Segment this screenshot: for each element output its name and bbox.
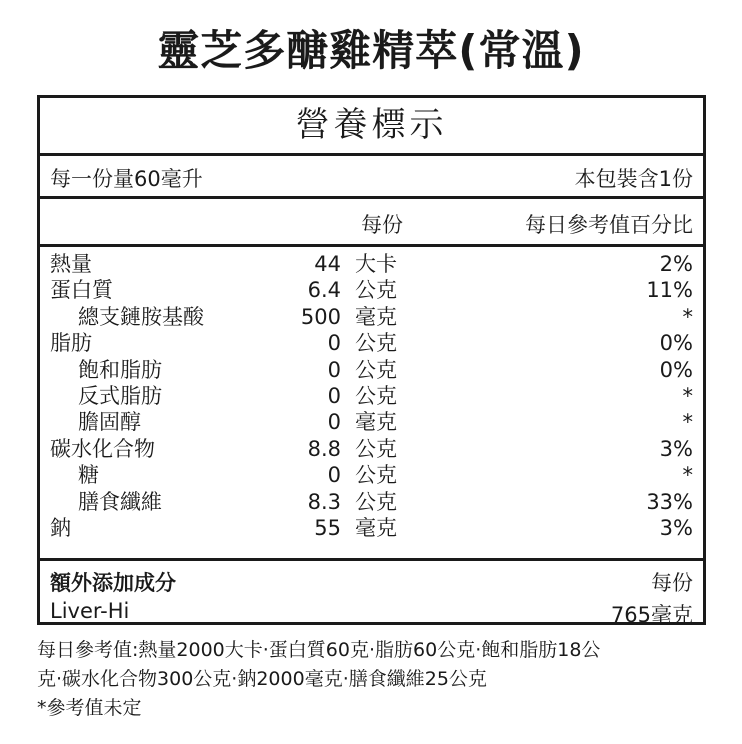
nutrient-row: [40, 409, 703, 435]
extra-name: Liver-Hi: [50, 599, 130, 623]
footnote-line: 克‧碳水化合物300公克‧鈉2000毫克‧膳食纖維25公克: [37, 668, 487, 690]
nutrient-rows: [40, 247, 703, 561]
extra-col: 每份: [651, 571, 693, 595]
nutrient-name: 總支鏈胺基酸: [78, 304, 204, 329]
extra-value: 765毫克: [610, 603, 693, 627]
nutrient-row: [40, 357, 703, 383]
nutrient-row: [40, 330, 703, 356]
nutrient-pct: 3%: [659, 515, 693, 540]
nutrient-unit: 公克: [355, 383, 397, 408]
footnote: [37, 636, 717, 723]
nutrient-pct: *: [682, 463, 693, 488]
nutrient-amount: 0: [327, 383, 341, 408]
nutrient-row: [40, 489, 703, 515]
nutrient-unit: 公克: [355, 331, 397, 356]
nutrient-pct: 2%: [659, 252, 693, 276]
nutrient-pct: *: [682, 304, 693, 329]
nutrient-row: [40, 304, 703, 330]
nutrient-row: [40, 436, 703, 462]
nutrient-amount: 6.4: [307, 278, 341, 303]
col-daily-value: 每日參考值百分比: [525, 213, 693, 237]
nutrient-unit: 毫克: [355, 515, 397, 540]
product-title: 靈芝多醣雞精萃(常溫): [157, 26, 585, 75]
nutrient-name: 脂肪: [50, 331, 92, 356]
nutrient-amount: 0: [327, 331, 341, 356]
nutrient-row: [40, 277, 703, 303]
extra-ingredients: [40, 561, 703, 631]
nutrient-amount: 500: [300, 304, 341, 329]
nutrient-pct: 33%: [646, 489, 693, 514]
nutrient-name: 鈉: [50, 515, 71, 540]
nutrient-pct: 0%: [659, 331, 693, 356]
nutrient-pct: *: [682, 410, 693, 435]
nutrient-amount: 8.3: [307, 489, 341, 514]
nutrient-unit: 公克: [355, 489, 397, 514]
nutrient-amount: 55: [314, 515, 341, 540]
nutrient-pct: *: [682, 383, 693, 408]
nutrient-unit: 公克: [355, 463, 397, 488]
nutrient-unit: 公克: [355, 357, 397, 382]
serving-row: [40, 156, 703, 199]
nutrient-row: [40, 383, 703, 409]
nutrient-unit: 公克: [355, 278, 397, 303]
nutrient-row: [40, 515, 703, 541]
nutrient-amount: 44: [314, 252, 341, 276]
serving-size: 每一份量60毫升: [50, 167, 203, 191]
nutrient-name: 膽固醇: [78, 410, 141, 435]
column-header: [40, 199, 703, 247]
footnote-line: *參考值未定: [37, 697, 142, 719]
nutrient-unit: 大卡: [355, 252, 397, 276]
panel-heading: 營養標示: [40, 98, 703, 156]
nutrient-unit: 公克: [355, 436, 397, 461]
col-per-serving: 每份: [361, 213, 403, 237]
nutrient-amount: 0: [327, 357, 341, 382]
nutrient-pct: 11%: [646, 278, 693, 303]
nutrient-amount: 0: [327, 463, 341, 488]
nutrient-name: 碳水化合物: [50, 436, 155, 461]
nutrient-row: [40, 462, 703, 488]
nutrition-panel: [37, 95, 706, 625]
footnote-line: 每日參考值:熱量2000大卡‧蛋白質60克‧脂肪60公克‧飽和脂肪18公: [37, 639, 601, 661]
extra-heading: 額外添加成分: [50, 571, 176, 595]
nutrient-unit: 毫克: [355, 410, 397, 435]
nutrient-name: 熱量: [50, 252, 92, 276]
nutrient-name: 膳食纖維: [78, 489, 162, 514]
nutrient-name: 反式脂肪: [78, 383, 162, 408]
nutrient-name: 蛋白質: [50, 278, 113, 303]
nutrient-pct: 3%: [659, 436, 693, 461]
nutrient-name: 糖: [78, 463, 99, 488]
servings-per-pack: 本包裝含1份: [574, 167, 693, 191]
nutrient-pct: 0%: [659, 357, 693, 382]
nutrient-row: [40, 251, 703, 277]
nutrient-amount: 8.8: [307, 436, 341, 461]
nutrient-unit: 毫克: [355, 304, 397, 329]
nutrient-amount: 0: [327, 410, 341, 435]
nutrient-name: 飽和脂肪: [78, 357, 162, 382]
